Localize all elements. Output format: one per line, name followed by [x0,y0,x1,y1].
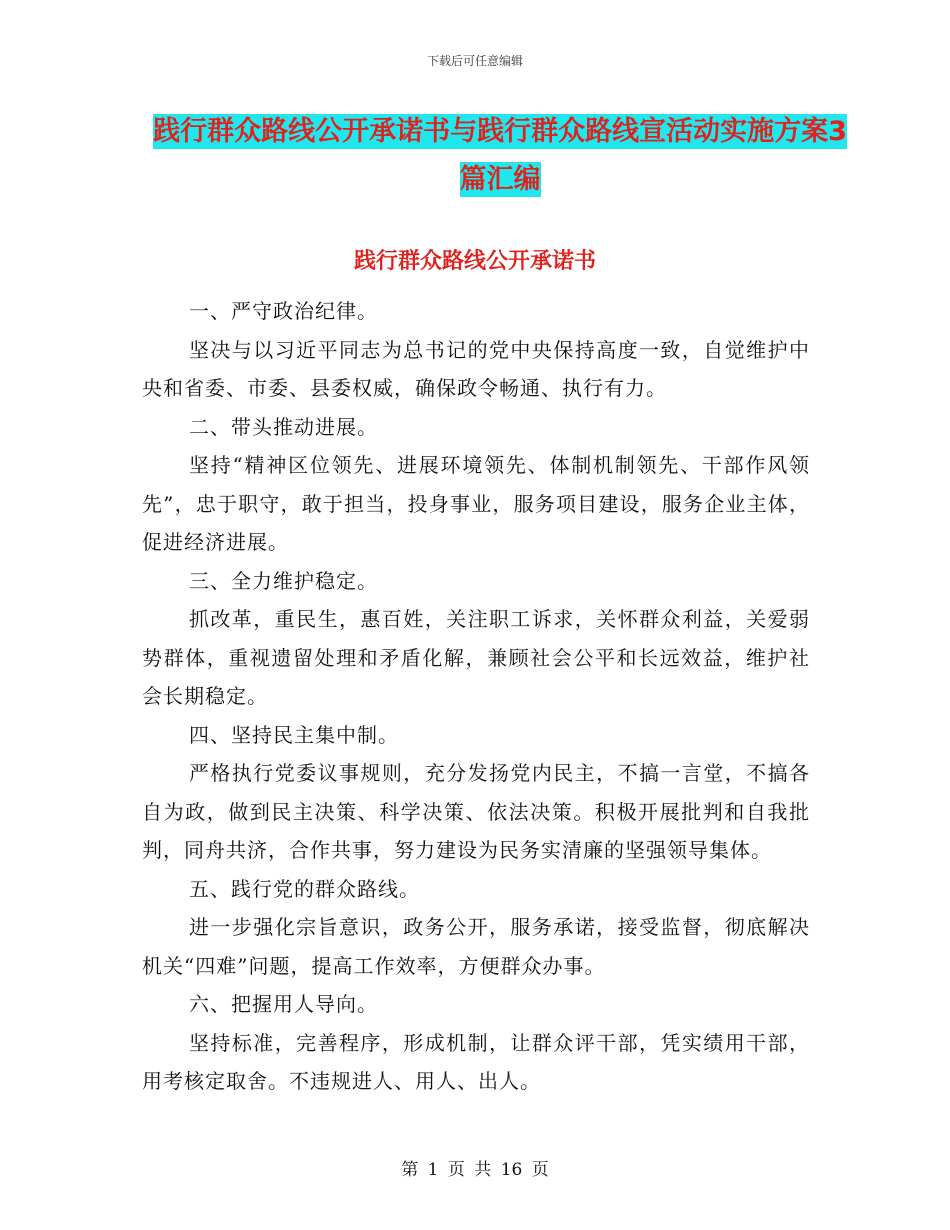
paragraph: 二、带头推动进展。 [189,414,378,439]
paragraph: 进一步强化宗旨意识，政务公开，服务承诺，接受监督，彻底解决机关“四难”问题，提高工作效率，方便群众办事。 [142,915,810,978]
paragraph: 坚持“精神区位领先、进展环境领先、体制机制领先、干部作风领先”，忠于职守，敢于担当，投身事业，服务项目建设，服务企业主体，促进经济进展。 [142,453,810,554]
document-body [142,292,810,1101]
paragraph: 一、严守政治纪律。 [189,299,378,323]
section-title: 践行群众路线公开承诺书 [353,249,596,274]
paragraph: 五、践行党的群众路线。 [189,876,420,901]
paragraph: 坚决与以习近平同志为总书记的党中央保持高度一致，自觉维护中央和省委、市委、县委权威，确保政令畅通、执行有力。 [142,337,810,400]
paragraph: 六、把握用人导向。 [189,992,378,1016]
paragraph: 抓改革，重民生，惠百姓，关注职工诉求，关怀群众利益，关爱弱势群体，重视遗留处理和矛盾化解，兼顾社会公平和长远效益，维护社会长期稳定。 [142,607,810,708]
paragraph: 坚持标准，完善程序，形成机制，让群众评干部，凭实绩用干部，用考核定取舍。不违规进人、用人、出人。 [142,1030,810,1093]
page-footer: 第 1 页 共 16 页 [401,1160,549,1180]
header-note: 下载后可任意编辑 [426,54,523,68]
paragraph: 四、坚持民主集中制。 [189,722,399,747]
paragraph: 三、全力维护稳定。 [189,568,378,593]
document-title-text: 践行群众路线公开承诺书与践行群众路线宣活动实施方案3篇汇编 [153,116,847,195]
paragraph: 严格执行党委议事规则，充分发扬党内民主，不搞一言堂，不搞各自为政，做到民主决策、科学决策、依法决策。积极开展批判和自我批判，同舟共济，合作共事，努力建设为民务实清廉的坚强领导集体。 [142,761,810,862]
document-title [140,108,860,204]
